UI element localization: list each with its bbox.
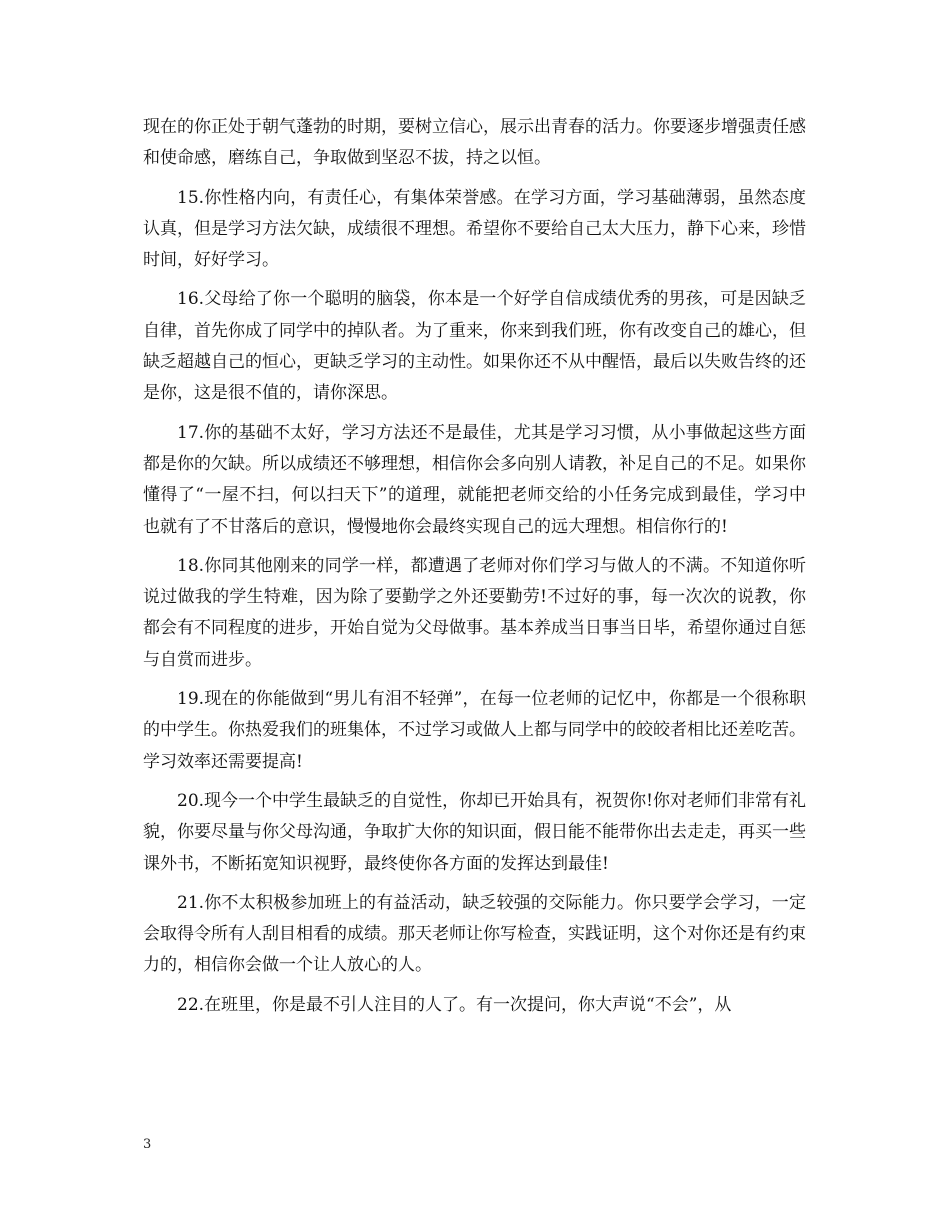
paragraph-item-19: 19.现在的你能做到“男儿有泪不轻弹”，在每一位老师的记忆中，你都是一个很称职的中学生。你热爱我们的班集体，不过学习或做人上都与同学中的皎皎者相比还差吃苦。学习效率还需要提高!: [143, 689, 806, 772]
paragraph-item-17: 17.你的基础不太好，学习方法还不是最佳，尤其是学习习惯，从小事做起这些方面都是你的欠缺。所以成绩还不够理想，相信你会多向别人请教，补足自己的不足。如果你懂得了“一屋不扫，何以扫天下”的道理，就能把老师交给的小任务完成到最佳，学习中也就有了不甘落后的意识，慢慢地你会最终实现自己的远大理想。相信你行的!: [143, 422, 806, 537]
paragraph-continuation: 现在的你正处于朝气蓬勃的时期，要树立信心，展示出青春的活力。你要逐步增强责任感和使命感，磨练自己，争取做到坚忍不拔，持之以恒。: [143, 117, 806, 169]
paragraph-item-21: 21.你不太积极参加班上的有益活动，缺乏较强的交际能力。你只要学会学习，一定会取得令所有人刮目相看的成绩。那天老师让你写检查，实践证明，这个对你还是有约束力的，相信你会做一个让人放心的人。: [143, 892, 806, 976]
page-number: 3: [143, 1137, 152, 1152]
paragraph-item-22: 22.在班里，你是最不引人注目的人了。有一次提问，你大声说“不会”，从: [177, 994, 732, 1015]
paragraph-item-20: 20.现今一个中学生最缺乏的自觉性，你却已开始具有，祝贺你!你对老师们非常有礼貌，你要尽量与你父母沟通，争取扩大你的知识面，假日能不能带你出去走走，再买一些课外书，不断拓宽知识视野，最终使你各方面的发挥达到最佳!: [143, 790, 806, 874]
document-body: [143, 112, 806, 1029]
paragraph-item-18: 18.你同其他刚来的同学一样，都遭遇了老师对你们学习与做人的不满。不知道你听说过做我的学生特难，因为除了要勤学之外还要勤劳!不过好的事，每一次次的说教，你都会有不同程度的进步，开始自觉为父母做事。基本养成当日事当日毕，希望你通过自惩与自赏而进步。: [143, 555, 806, 670]
paragraph-item-15: 15.你性格内向，有责任心，有集体荣誉感。在学习方面，学习基础薄弱，虽然态度认真，但是学习方法欠缺，成绩很不理想。希望你不要给自己太大压力，静下心来，珍惜时间，好好学习。: [143, 187, 806, 271]
paragraph-item-16: 16.父母给了你一个聪明的脑袋，你本是一个好学自信成绩优秀的男孩，可是因缺乏自律，首先你成了同学中的掉队者。为了重来，你来到我们班，你有改变自己的雄心，但缺乏超越自己的恒心，更缺乏学习的主动性。如果你还不从中醒悟，最后以失败告终的还是你，这是很不值的，请你深思。: [143, 289, 806, 404]
